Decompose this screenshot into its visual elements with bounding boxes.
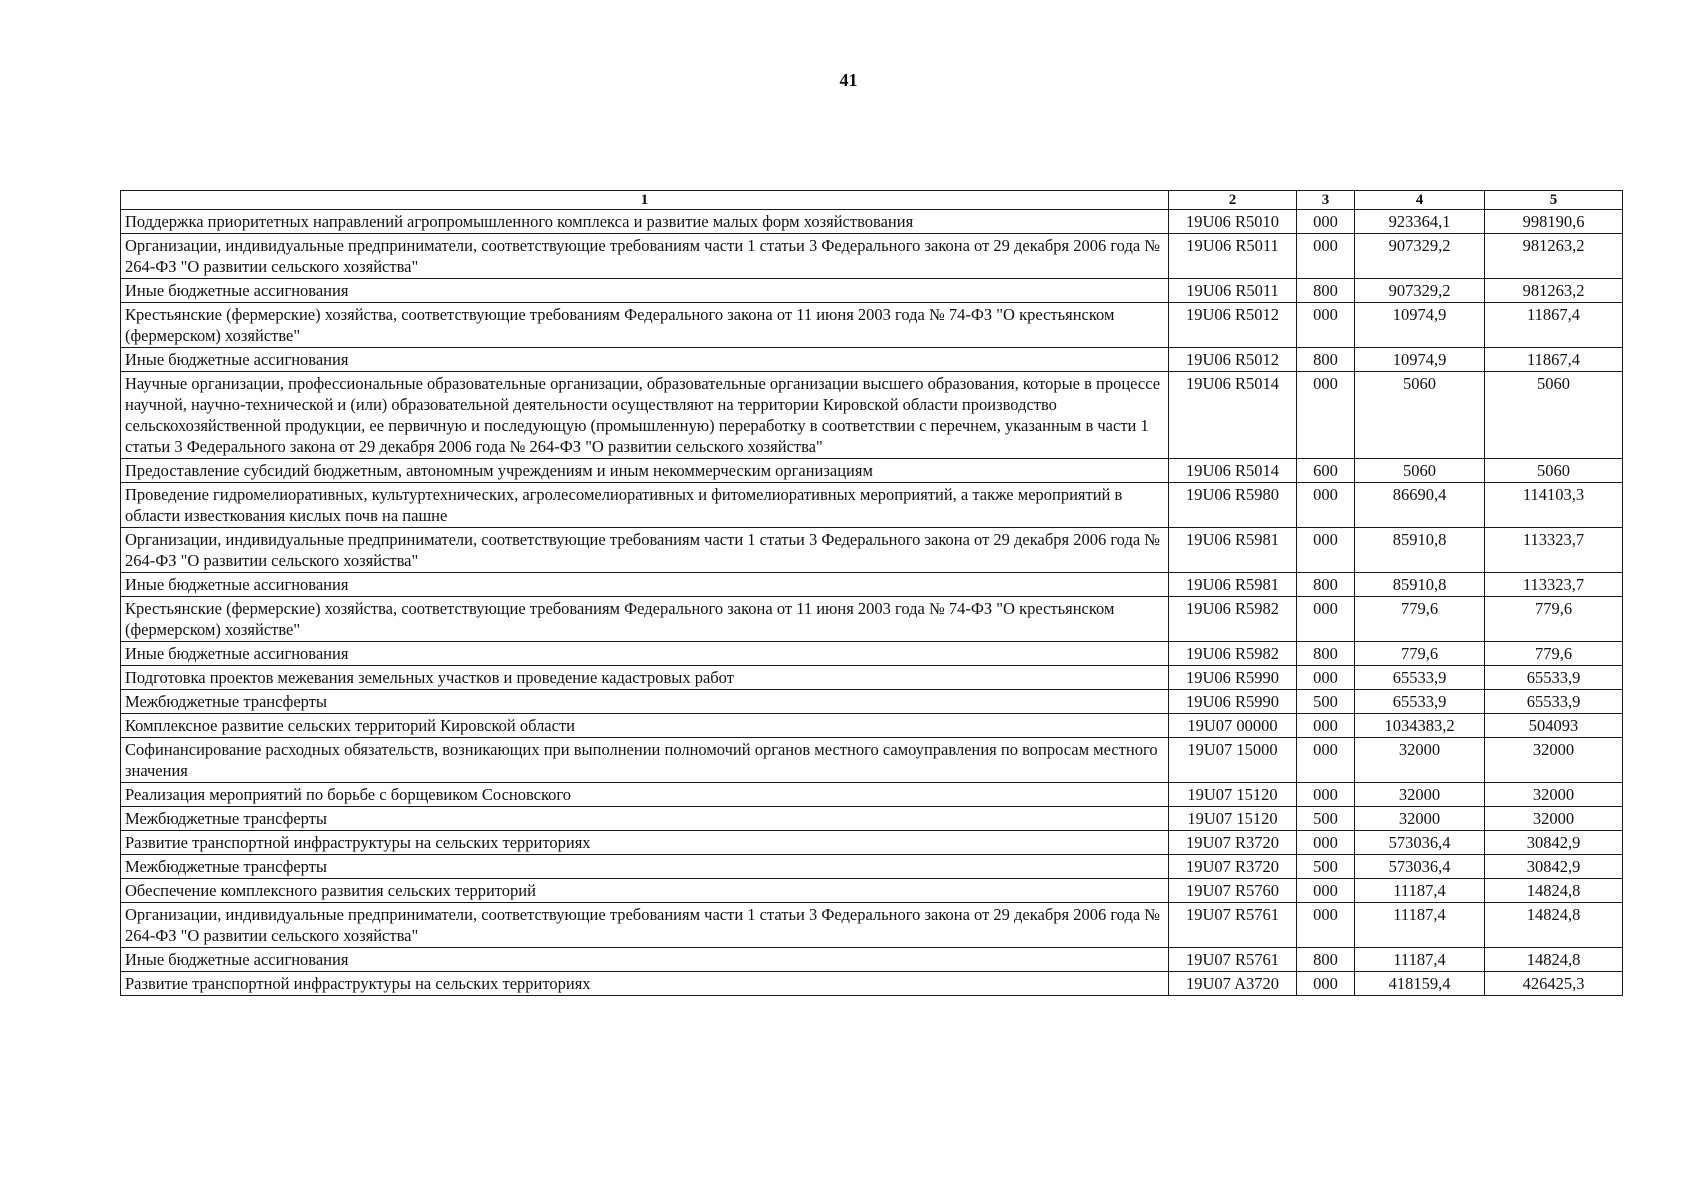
- amount-year-2-cell: 14824,8: [1485, 879, 1623, 903]
- target-code-cell: 19U07 R5760: [1169, 879, 1297, 903]
- expense-name-cell: Научные организации, профессиональные образовательные организации, образовательные организации высшего образования, которые в процессе научной, научно-технической и (или) образовательной деятельности осуществляют на территории Кировской области производство сельскохозяйственной продукции, ее первичную и последующую (промышленную) переработку в соответствии с перечнем, указанным в части 1 статьи 3 Федерального закона от 29 декабря 2006 года № 264-ФЗ "О развитии сельского хозяйства": [121, 372, 1169, 459]
- table-row: [121, 948, 1623, 972]
- expense-type-cell: 800: [1297, 642, 1355, 666]
- expense-type-cell: 000: [1297, 303, 1355, 348]
- amount-year-1-cell: 10974,9: [1355, 348, 1485, 372]
- table-row: [121, 879, 1623, 903]
- amount-year-1-cell: 5060: [1355, 459, 1485, 483]
- table-row: [121, 642, 1623, 666]
- expense-name-cell: Крестьянские (фермерские) хозяйства, соответствующие требованиям Федерального закона от 11 июня 2003 года № 74-ФЗ "О крестьянском (фермерском) хозяйстве": [121, 303, 1169, 348]
- amount-year-1-cell: 11187,4: [1355, 879, 1485, 903]
- amount-year-2-cell: 981263,2: [1485, 279, 1623, 303]
- target-code-cell: 19U06 R5981: [1169, 573, 1297, 597]
- expense-type-cell: 000: [1297, 972, 1355, 996]
- target-code-cell: 19U06 R5011: [1169, 279, 1297, 303]
- expense-type-cell: 000: [1297, 372, 1355, 459]
- amount-year-1-cell: 32000: [1355, 783, 1485, 807]
- amount-year-1-cell: 85910,8: [1355, 528, 1485, 573]
- budget-table-container: [120, 190, 1622, 996]
- table-row: [121, 210, 1623, 234]
- table-body: [121, 210, 1623, 996]
- expense-name-cell: Софинансирование расходных обязательств, возникающих при выполнении полномочий органов местного самоуправления по вопросам местного значения: [121, 738, 1169, 783]
- target-code-cell: 19U06 R5990: [1169, 666, 1297, 690]
- amount-year-1-cell: 5060: [1355, 372, 1485, 459]
- expense-type-cell: 000: [1297, 483, 1355, 528]
- amount-year-1-cell: 11187,4: [1355, 903, 1485, 948]
- expense-type-cell: 500: [1297, 855, 1355, 879]
- amount-year-1-cell: 32000: [1355, 738, 1485, 783]
- amount-year-1-cell: 11187,4: [1355, 948, 1485, 972]
- expense-type-cell: 800: [1297, 573, 1355, 597]
- expense-name-cell: Комплексное развитие сельских территорий Кировской области: [121, 714, 1169, 738]
- amount-year-2-cell: 11867,4: [1485, 303, 1623, 348]
- header-col-1: 1: [121, 191, 1169, 210]
- expense-type-cell: 000: [1297, 210, 1355, 234]
- table-row: [121, 690, 1623, 714]
- expense-name-cell: Межбюджетные трансферты: [121, 855, 1169, 879]
- header-row: [121, 191, 1623, 210]
- expense-type-cell: 800: [1297, 948, 1355, 972]
- amount-year-2-cell: 11867,4: [1485, 348, 1623, 372]
- expense-name-cell: Организации, индивидуальные предприниматели, соответствующие требованиям части 1 статьи 3 Федерального закона от 29 декабря 2006 года № 264-ФЗ "О развитии сельского хозяйства": [121, 234, 1169, 279]
- amount-year-1-cell: 573036,4: [1355, 831, 1485, 855]
- expense-name-cell: Иные бюджетные ассигнования: [121, 279, 1169, 303]
- expense-name-cell: Иные бюджетные ассигнования: [121, 642, 1169, 666]
- target-code-cell: 19U07 A3720: [1169, 972, 1297, 996]
- expense-name-cell: Иные бюджетные ассигнования: [121, 348, 1169, 372]
- amount-year-1-cell: 418159,4: [1355, 972, 1485, 996]
- amount-year-2-cell: 779,6: [1485, 597, 1623, 642]
- expense-type-cell: 000: [1297, 783, 1355, 807]
- amount-year-1-cell: 573036,4: [1355, 855, 1485, 879]
- expense-name-cell: Обеспечение комплексного развития сельских территорий: [121, 879, 1169, 903]
- expense-type-cell: 000: [1297, 528, 1355, 573]
- table-row: [121, 855, 1623, 879]
- table-row: [121, 738, 1623, 783]
- expense-name-cell: Развитие транспортной инфраструктуры на сельских территориях: [121, 972, 1169, 996]
- expense-name-cell: Иные бюджетные ассигнования: [121, 948, 1169, 972]
- expense-name-cell: Межбюджетные трансферты: [121, 690, 1169, 714]
- amount-year-1-cell: 779,6: [1355, 642, 1485, 666]
- target-code-cell: 19U06 R5014: [1169, 459, 1297, 483]
- expense-name-cell: Крестьянские (фермерские) хозяйства, соответствующие требованиям Федерального закона от 11 июня 2003 года № 74-ФЗ "О крестьянском (фермерском) хозяйстве": [121, 597, 1169, 642]
- expense-type-cell: 800: [1297, 348, 1355, 372]
- amount-year-2-cell: 5060: [1485, 459, 1623, 483]
- expense-name-cell: Реализация мероприятий по борьбе с борщевиком Сосновского: [121, 783, 1169, 807]
- amount-year-2-cell: 5060: [1485, 372, 1623, 459]
- header-col-3: 3: [1297, 191, 1355, 210]
- table-row: [121, 234, 1623, 279]
- amount-year-1-cell: 907329,2: [1355, 279, 1485, 303]
- amount-year-2-cell: 113323,7: [1485, 528, 1623, 573]
- expense-name-cell: Подготовка проектов межевания земельных участков и проведение кадастровых работ: [121, 666, 1169, 690]
- table-row: [121, 714, 1623, 738]
- target-code-cell: 19U06 R5982: [1169, 597, 1297, 642]
- amount-year-1-cell: 85910,8: [1355, 573, 1485, 597]
- expense-type-cell: 500: [1297, 807, 1355, 831]
- target-code-cell: 19U06 R5980: [1169, 483, 1297, 528]
- amount-year-2-cell: 113323,7: [1485, 573, 1623, 597]
- amount-year-2-cell: 32000: [1485, 738, 1623, 783]
- amount-year-2-cell: 114103,3: [1485, 483, 1623, 528]
- expense-name-cell: Поддержка приоритетных направлений агропромышленного комплекса и развитие малых форм хозяйствования: [121, 210, 1169, 234]
- amount-year-1-cell: 32000: [1355, 807, 1485, 831]
- target-code-cell: 19U07 00000: [1169, 714, 1297, 738]
- expense-type-cell: 000: [1297, 738, 1355, 783]
- amount-year-1-cell: 86690,4: [1355, 483, 1485, 528]
- table-row: [121, 459, 1623, 483]
- expense-type-cell: 000: [1297, 714, 1355, 738]
- expense-name-cell: Проведение гидромелиоративных, культуртехнических, агролесомелиоративных и фитомелиоративных мероприятий, а также мероприятий в области известкования кислых почв на пашне: [121, 483, 1169, 528]
- page-number: 41: [839, 70, 858, 90]
- amount-year-1-cell: 923364,1: [1355, 210, 1485, 234]
- amount-year-1-cell: 65533,9: [1355, 690, 1485, 714]
- expense-name-cell: Организации, индивидуальные предприниматели, соответствующие требованиям части 1 статьи 3 Федерального закона от 29 декабря 2006 года № 264-ФЗ "О развитии сельского хозяйства": [121, 528, 1169, 573]
- expense-type-cell: 000: [1297, 597, 1355, 642]
- header-col-4: 4: [1355, 191, 1485, 210]
- table-row: [121, 666, 1623, 690]
- amount-year-2-cell: 14824,8: [1485, 903, 1623, 948]
- table-row: [121, 372, 1623, 459]
- target-code-cell: 19U06 R5982: [1169, 642, 1297, 666]
- expense-name-cell: Развитие транспортной инфраструктуры на сельских территориях: [121, 831, 1169, 855]
- target-code-cell: 19U07 15000: [1169, 738, 1297, 783]
- expense-name-cell: Организации, индивидуальные предприниматели, соответствующие требованиям части 1 статьи 3 Федерального закона от 29 декабря 2006 года № 264-ФЗ "О развитии сельского хозяйства": [121, 903, 1169, 948]
- table-row: [121, 831, 1623, 855]
- table-row: [121, 972, 1623, 996]
- amount-year-2-cell: 30842,9: [1485, 855, 1623, 879]
- table-row: [121, 528, 1623, 573]
- expense-type-cell: 000: [1297, 234, 1355, 279]
- amount-year-1-cell: 907329,2: [1355, 234, 1485, 279]
- expense-type-cell: 000: [1297, 831, 1355, 855]
- table-row: [121, 903, 1623, 948]
- amount-year-2-cell: 504093: [1485, 714, 1623, 738]
- target-code-cell: 19U07 R3720: [1169, 831, 1297, 855]
- amount-year-2-cell: 426425,3: [1485, 972, 1623, 996]
- table-row: [121, 348, 1623, 372]
- expense-type-cell: 000: [1297, 879, 1355, 903]
- header-col-5: 5: [1485, 191, 1623, 210]
- amount-year-1-cell: 65533,9: [1355, 666, 1485, 690]
- table-row: [121, 279, 1623, 303]
- amount-year-2-cell: 32000: [1485, 807, 1623, 831]
- amount-year-1-cell: 1034383,2: [1355, 714, 1485, 738]
- target-code-cell: 19U06 R5014: [1169, 372, 1297, 459]
- expense-name-cell: Иные бюджетные ассигнования: [121, 573, 1169, 597]
- table-header: [121, 191, 1623, 210]
- table-row: [121, 783, 1623, 807]
- amount-year-2-cell: 65533,9: [1485, 666, 1623, 690]
- amount-year-2-cell: 30842,9: [1485, 831, 1623, 855]
- amount-year-1-cell: 10974,9: [1355, 303, 1485, 348]
- expense-name-cell: Предоставление субсидий бюджетным, автономным учреждениям и иным некоммерческим организациям: [121, 459, 1169, 483]
- amount-year-2-cell: 65533,9: [1485, 690, 1623, 714]
- target-code-cell: 19U06 R5990: [1169, 690, 1297, 714]
- expense-type-cell: 000: [1297, 666, 1355, 690]
- expense-type-cell: 600: [1297, 459, 1355, 483]
- target-code-cell: 19U06 R5981: [1169, 528, 1297, 573]
- header-col-2: 2: [1169, 191, 1297, 210]
- table-row: [121, 483, 1623, 528]
- target-code-cell: 19U07 15120: [1169, 807, 1297, 831]
- budget-table: [120, 190, 1623, 996]
- amount-year-2-cell: 981263,2: [1485, 234, 1623, 279]
- amount-year-2-cell: 32000: [1485, 783, 1623, 807]
- table-row: [121, 597, 1623, 642]
- expense-type-cell: 800: [1297, 279, 1355, 303]
- target-code-cell: 19U07 R3720: [1169, 855, 1297, 879]
- expense-type-cell: 000: [1297, 903, 1355, 948]
- target-code-cell: 19U06 R5010: [1169, 210, 1297, 234]
- expense-type-cell: 500: [1297, 690, 1355, 714]
- expense-name-cell: Межбюджетные трансферты: [121, 807, 1169, 831]
- table-row: [121, 573, 1623, 597]
- target-code-cell: 19U06 R5012: [1169, 348, 1297, 372]
- target-code-cell: 19U07 R5761: [1169, 903, 1297, 948]
- table-row: [121, 303, 1623, 348]
- amount-year-2-cell: 998190,6: [1485, 210, 1623, 234]
- target-code-cell: 19U06 R5011: [1169, 234, 1297, 279]
- target-code-cell: 19U07 R5761: [1169, 948, 1297, 972]
- amount-year-1-cell: 779,6: [1355, 597, 1485, 642]
- target-code-cell: 19U06 R5012: [1169, 303, 1297, 348]
- target-code-cell: 19U07 15120: [1169, 783, 1297, 807]
- table-row: [121, 807, 1623, 831]
- amount-year-2-cell: 14824,8: [1485, 948, 1623, 972]
- amount-year-2-cell: 779,6: [1485, 642, 1623, 666]
